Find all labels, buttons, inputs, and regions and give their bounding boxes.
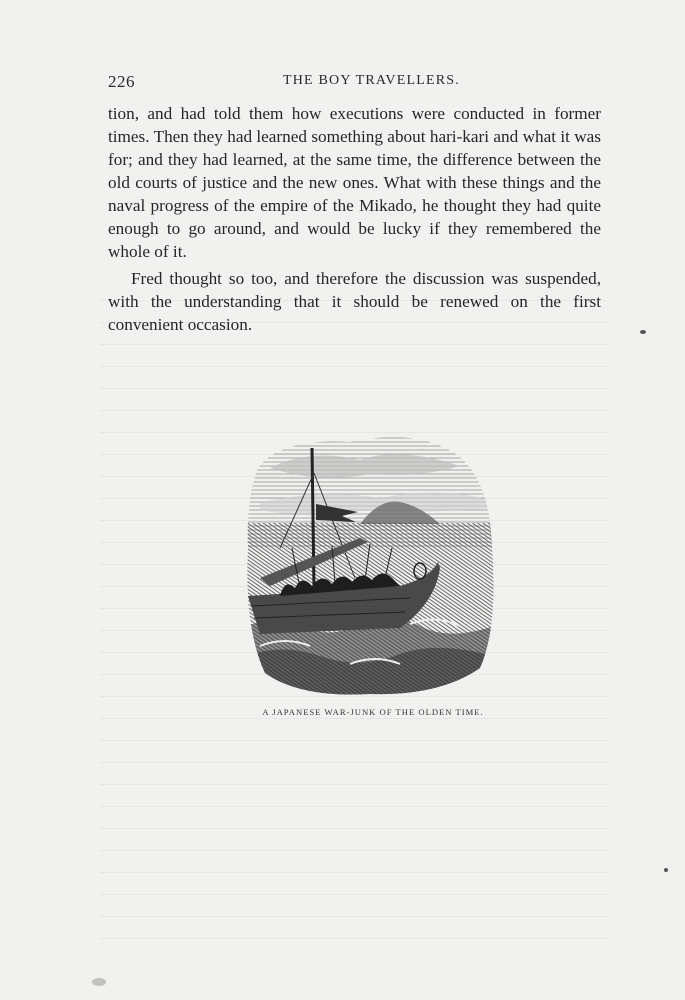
page-number: 226 <box>108 72 135 91</box>
page-header <box>108 72 588 96</box>
figure-caption: A JAPANESE WAR-JUNK OF THE OLDEN TIME. <box>262 707 484 717</box>
paper-blemish <box>664 868 668 872</box>
paragraph: tion, and had told them how executions were conducted in former times. Then they had learned something about hari-kari and what it was for; and they had learned, at the same time, the difference between the old courts of justice and the new ones. What with these things and the naval progress of the empire of the Mikado, he thought they had quite enough to go around, and would be lucky if they remembered the whole of it. <box>108 104 601 261</box>
illustration-war-junk <box>240 428 500 700</box>
paper-blemish <box>640 330 646 334</box>
paragraph: Fred thought so too, and therefore the discussion was suspended, with the understanding that it should be renewed on the first convenient occasion. <box>108 269 601 334</box>
body-text <box>108 102 601 336</box>
engraving-war-junk <box>240 428 500 700</box>
paper-blemish <box>92 978 106 986</box>
running-head: THE BOY TRAVELLERS. <box>283 73 460 88</box>
